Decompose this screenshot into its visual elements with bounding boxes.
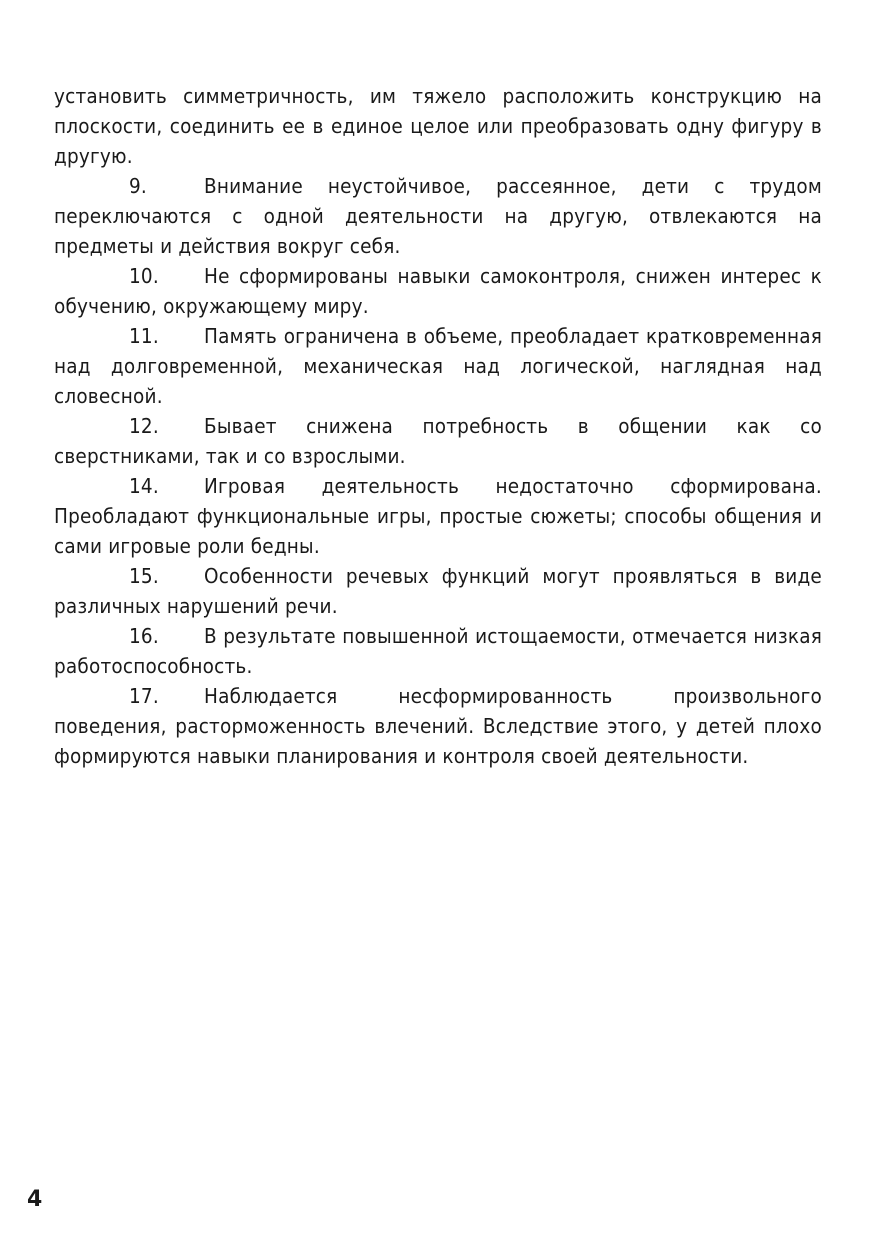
list-item: [54, 261, 822, 321]
list-item-text: Наблюдается несформированность произвольного поведения, расторможенность влечений. Вследствие этого, у детей плохо формируются навыки планирования и контроля своей деятельности.: [54, 684, 822, 768]
list-item-text: Память ограничена в объеме, преобладает кратковременная над долговременной, механическая над логической, наглядная над словесной.: [54, 324, 822, 408]
list-item-text: Внимание неустойчивое, рассеянное, дети с трудом переключаются с одной деятельности на другую, отвлекаются на предметы и действия вокруг себя.: [54, 174, 822, 258]
list-item-number: 12.: [129, 414, 159, 438]
list-item-number: 10.: [129, 264, 159, 288]
list-item: [54, 471, 822, 561]
page-number: 4: [27, 1187, 43, 1212]
list-item-text: Особенности речевых функций могут проявляться в виде различных нарушений речи.: [54, 564, 822, 618]
list-item: [54, 681, 822, 771]
list-item-number: 9.: [129, 174, 147, 198]
list-item-number: 15.: [129, 564, 159, 588]
list-item-number: 17.: [129, 684, 159, 708]
list-item: [54, 621, 822, 681]
body-text: [54, 81, 822, 771]
list-item-text: Игровая деятельность недостаточно сформирована. Преобладают функциональные игры, простые сюжеты; способы общения и сами игровые роли бедны.: [54, 474, 822, 558]
list-item-number: 16.: [129, 624, 159, 648]
list-item-text: Бывает снижена потребность в общении как со сверстниками, так и со взрослыми.: [54, 414, 822, 468]
list-item: [54, 411, 822, 471]
list-item-text: Не сформированы навыки самоконтроля, снижен интерес к обучению, окружающему миру.: [54, 264, 822, 318]
list-item: [54, 171, 822, 261]
list-item-number: 14.: [129, 474, 159, 498]
intro-paragraph: установить симметричность, им тяжело расположить конструкцию на плоскости, соединить ее в единое целое или преобразовать одну фигуру в другую.: [54, 84, 822, 168]
list-item: [54, 561, 822, 621]
list-item: [54, 321, 822, 411]
list-item-text: В результате повышенной истощаемости, отмечается низкая работоспособность.: [54, 624, 822, 678]
list-item-number: 11.: [129, 324, 159, 348]
